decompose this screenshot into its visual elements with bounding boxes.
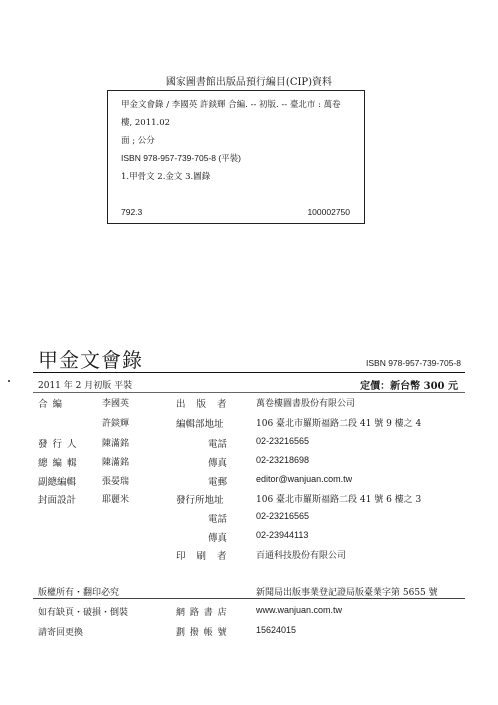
credit-value: 陳滿銘 <box>102 439 130 449</box>
website-label: 網 路 書 店 <box>176 608 228 618</box>
cip-line-isbn: ISBN 978-957-739-705-8 (平裝) <box>121 153 242 163</box>
printer-name: 百通科技股份有限公司 <box>256 551 347 561</box>
distribution-phone: 02-23216565 <box>256 511 310 521</box>
credit-label: 發 行 人 <box>38 439 78 450</box>
fax-label: 傳真 <box>208 533 228 544</box>
cip-line-title: 甲金文會錄 / 李國英 許錟輝 合編. -- 初版. -- 臺北市 : 萬卷 <box>121 100 341 110</box>
credit-label: 副總編輯 <box>38 477 77 488</box>
editorial-phone: 02-23216565 <box>256 436 310 446</box>
cip-line-subjects: 1.甲骨文 2.金文 3.圖錄 <box>121 172 211 182</box>
cip-record-number: 100002750 <box>307 207 350 217</box>
distribution-address-label: 發行所地址 <box>176 495 224 506</box>
price: 定價：新台幣 300 元 <box>360 381 458 392</box>
cip-classification: 792.3 <box>121 207 143 217</box>
editorial-address-label: 編輯部地址 <box>176 419 224 430</box>
scan-mark <box>8 380 10 382</box>
printer-label: 印 刷 者 <box>176 551 231 562</box>
edition-info: 2011 年 2 月初版 平裝 <box>38 381 133 391</box>
website-url: www.wanjuan.com.tw <box>256 605 343 615</box>
copyright-notice: 版權所有・翻印必究 <box>38 588 120 598</box>
phone-label: 電話 <box>208 514 228 525</box>
credit-label: 合 編 <box>38 399 64 410</box>
registration-number: 新聞局出版事業登記證局版臺業字第 5655 號 <box>256 588 438 598</box>
account-number: 15624015 <box>256 625 297 635</box>
credit-value: 耶麗米 <box>102 495 130 505</box>
cip-heading: 國家圖書館出版品預行編目(CIP)資料 <box>165 77 333 88</box>
cip-record-box <box>107 90 365 224</box>
title-rule <box>33 372 465 373</box>
credit-label: 封面設計 <box>38 495 77 506</box>
return-note: 請寄回更換 <box>38 628 84 638</box>
editorial-fax: 02-23218698 <box>256 455 310 465</box>
cip-line-pages: 面 ; 公分 <box>121 136 155 146</box>
defect-note: 如有缺頁・破損・倒裝 <box>38 608 129 618</box>
phone-label: 電話 <box>208 439 228 450</box>
credit-value: 陳滿銘 <box>102 458 130 468</box>
distribution-address: 106 臺北市羅斯福路二段 41 號 6 樓之 3 <box>256 495 422 505</box>
publisher-name: 萬卷樓圖書股份有限公司 <box>256 399 356 409</box>
publisher-label: 出 版 者 <box>176 399 231 410</box>
editorial-address: 106 臺北市羅斯福路二段 41 號 9 樓之 4 <box>256 419 422 429</box>
credit-value: 許錟輝 <box>102 419 130 429</box>
editorial-email: editor@wanjuan.com.tw <box>256 474 353 484</box>
account-label: 劃 撥 帳 號 <box>176 628 228 638</box>
book-isbn: ISBN 978-957-739-705-8 <box>366 358 461 368</box>
credit-label: 總 編 輯 <box>38 458 78 469</box>
footer-rule <box>33 598 465 599</box>
edition-rule <box>33 392 465 393</box>
credit-value: 張晏瑞 <box>102 477 130 487</box>
cip-line-publisher: 樓, 2011.02 <box>121 118 171 128</box>
fax-label: 傳真 <box>208 458 228 469</box>
distribution-fax: 02-23944113 <box>256 530 309 540</box>
book-title: 甲金文會錄 <box>38 348 143 372</box>
email-label: 電郵 <box>208 477 228 488</box>
credit-value: 李國英 <box>102 399 130 409</box>
